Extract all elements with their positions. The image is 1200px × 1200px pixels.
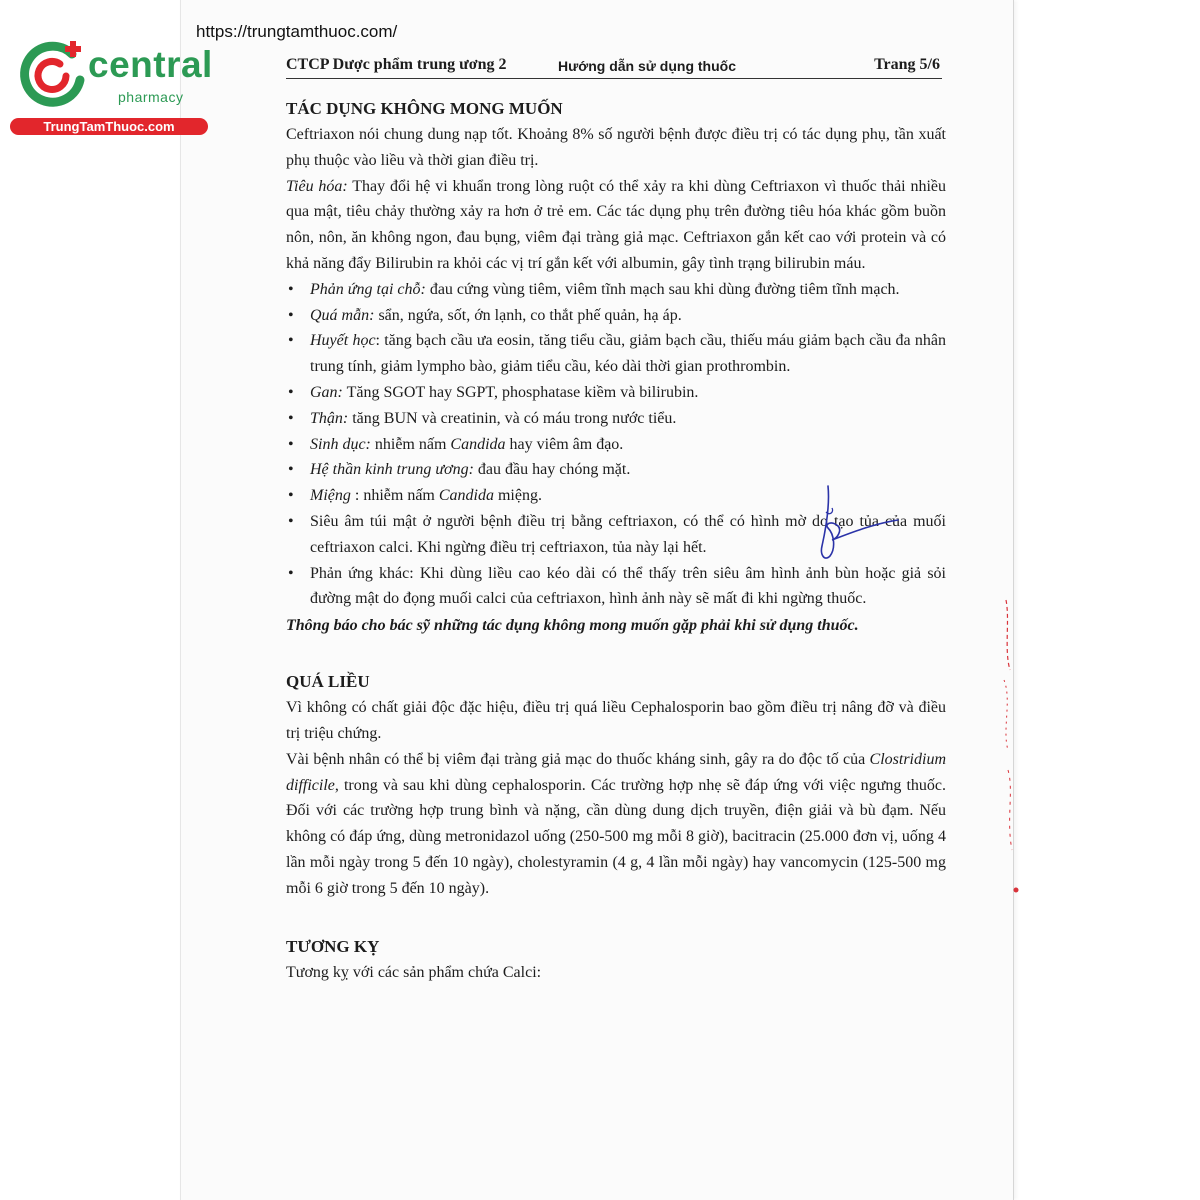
- reproductive-item: • Sinh dục: nhiễm nấm Candida hay viêm âm đạo.: [286, 432, 946, 458]
- brand-name: central: [88, 44, 213, 85]
- side-effects-warning: Thông báo cho bác sỹ những tác dụng không mong muốn gặp phải khi sử dụng thuốc.: [286, 617, 859, 635]
- allergy-item: • Quá mẫn: sẩn, ngứa, sốt, ớn lạnh, co thắt phế quản, hạ áp.: [286, 303, 946, 329]
- page-number: Trang 5/6: [874, 56, 940, 73]
- side-effects-intro: Ceftriaxon nói chung dung nạp tốt. Khoảng 8% số người bệnh được điều trị có tác dụng phụ, tần xuất phụ thuộc vào liều và thời gian điều trị.: [286, 126, 946, 169]
- local-reaction-item: • Phản ứng tại chỗ: đau cứng vùng tiêm, viêm tĩnh mạch sau khi dùng đường tiêm tĩnh mạch.: [286, 277, 946, 303]
- digestive-effects: Tiêu hóa: Thay đổi hệ vi khuẩn trong lòng ruột có thể xảy ra khi dùng Ceftriaxon vì thuốc thải nhiều qua mật, tiêu chảy thường xảy ra hơn ở trẻ em. Các tác dụng phụ trên đường tiêu hóa khác gồm buồn nôn, nôn, ăn không ngon, đau bụng, viêm đại tràng giả mạc. Ceftriaxon gắn kết cao với protein và có khả năng đẩy Bilirubin ra khỏi các vị trí gắn kết với albumin, gây tình trạng bilirubin máu.: [286, 177, 947, 272]
- overdose-title: QUÁ LIỀU: [286, 672, 370, 692]
- incompatibility-paragraph: Tương kỵ với các sản phẩm chứa Calci:: [286, 963, 542, 981]
- brand-site-badge[interactable]: TrungTamThuoc.com: [10, 118, 208, 135]
- kidney-item: • Thận: tăng BUN và creatinin, và có máu trong nước tiểu.: [286, 406, 946, 432]
- document-title: Hướng dẫn sử dụng thuốc: [558, 58, 736, 74]
- overdose-paragraph-1: Vì không có chất giải độc đặc hiệu, điều trị quá liều Cephalosporin bao gồm điều trị nâng đỡ và điều trị triệu chứng.: [286, 699, 946, 742]
- incompatibility-title: TƯƠNG KỴ: [286, 936, 380, 956]
- source-url[interactable]: https://trungtamthuoc.com/: [196, 22, 398, 41]
- page-header: [286, 54, 942, 79]
- brand-subtitle: pharmacy: [118, 89, 184, 105]
- gallbladder-item: • Siêu âm túi mật ở người bệnh điều trị bằng ceftriaxon, có thể có hình mờ do tạo tủa của muối ceftriaxon calci. Khi ngừng điều trị ceftriaxon, tủa này lại hết.: [286, 509, 946, 561]
- other-reaction-item: • Phản ứng khác: Khi dùng liều cao kéo dài có thể thấy trên siêu âm hình ảnh bùn hoặc giả sỏi đường mật do đọng muối calci của ceftriaxon, hình ảnh này sẽ mất đi khi ngừng thuốc.: [286, 561, 946, 613]
- overdose-paragraph-2: Vài bệnh nhân có thể bị viêm đại tràng giả mạc do thuốc kháng sinh, gây ra do độc tố của Clostridium difficile, trong và sau khi dùng cephalosporin. Các trường hợp nhẹ sẽ đáp ứng với việc ngưng thuốc. Đối với các trường hợp trung bình và nặng, cần dùng dung dịch truyền, điện giải và bù đạm. Nếu không có đáp ứng, dùng metronidazol uống (250-500 mg mỗi 8 giờ), bacitracin (25.000 đơn vị, uống 4 lần mỗi ngày trong 5 đến 10 ngày), cholestyramin (4 g, 4 lần mỗi ngày) hay vancomycin (125-500 mg mỗi 6 giờ trong 5 đến 10 ngày).: [286, 750, 946, 897]
- side-effects-title: TÁC DỤNG KHÔNG MONG MUỐN: [286, 99, 563, 118]
- signature-mark: [808, 482, 908, 566]
- liver-item: • Gan: Tăng SGOT hay SGPT, phosphatase kiềm và bilirubin.: [286, 380, 946, 406]
- cns-item: • Hệ thần kinh trung ương: đau đầu hay chóng mặt.: [286, 457, 946, 483]
- organism-name: Clostridium difficile: [286, 750, 946, 794]
- mouth-item: • Miệng : nhiễm nấm Candida miệng.: [286, 483, 946, 509]
- red-stamp-mark: [996, 590, 1026, 910]
- company-name: CTCP Dược phẩm trung ương 2: [286, 56, 507, 73]
- digestive-label: Tiêu hóa:: [286, 177, 348, 195]
- hematology-item: • Huyết học: tăng bạch cầu ưa eosin, tăng tiểu cầu, giảm bạch cầu, thiếu máu giảm bạch cầu đa nhân trung tính, giảm lympho bào, giảm tiểu cầu, kéo dài thời gian prothrombin.: [286, 328, 946, 380]
